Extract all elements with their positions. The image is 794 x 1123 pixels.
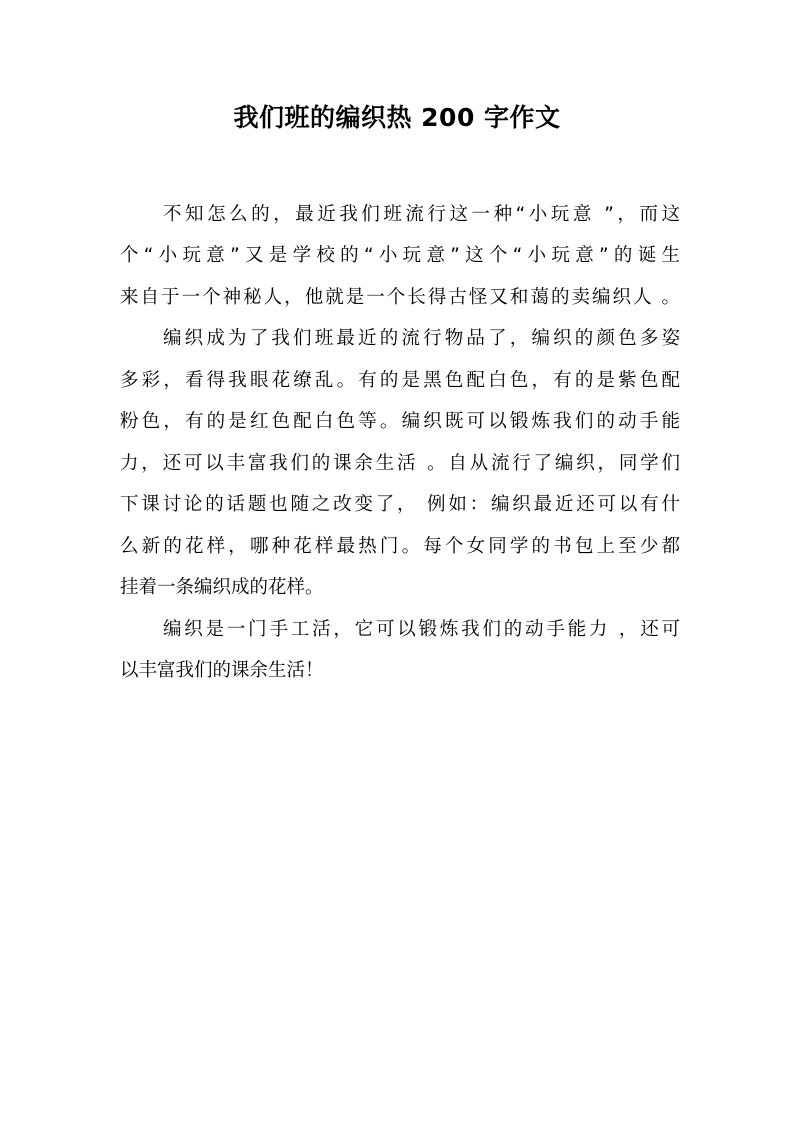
paragraph-1-line-3: 来自于一个神秘人，他就是一个长得古怪又和蔼的卖编织人 。 [120,287,680,308]
paragraph-2-line-3: 粉色，有的是红色配白色等。编织既可以锻炼我们的动手能 [120,411,680,432]
paragraph-2-line-7: 挂着一条编织成的花样。 [120,577,324,598]
paragraph-2-line-6: 么新的花样，哪种花样最热门。每个女同学的书包上至少都 [120,536,680,557]
paragraph-3-line-2: 以丰富我们的课余生活！ [120,660,324,681]
paragraph-3-line-1: 编织是一门手工活，它可以锻炼我们的动手能力 ，还可 [163,619,680,640]
paragraph-2-line-2: 多彩，看得我眼花缭乱。有的是黑色配白色，有的是紫色配 [120,370,680,391]
paragraph-2-line-1: 编织成为了我们班最近的流行物品了，编织的颜色多姿 [163,328,680,349]
paragraph-1-line-2: 个“小玩意”又是学校的“小玩意”这个“小玩意”的诞生 [120,245,680,266]
document-title: 我们班的编织热 200 字作文 [233,103,561,132]
paragraph-2-line-5: 下课讨论的话题也随之改变了， 例如：编织最近还可以有什 [120,494,680,515]
paragraph-1-line-1: 不知怎么的，最近我们班流行这一种“小玩意 ”，而这 [163,204,680,225]
paragraph-2-line-4: 力，还可以丰富我们的课余生活 。自从流行了编织，同学们 [120,453,680,474]
